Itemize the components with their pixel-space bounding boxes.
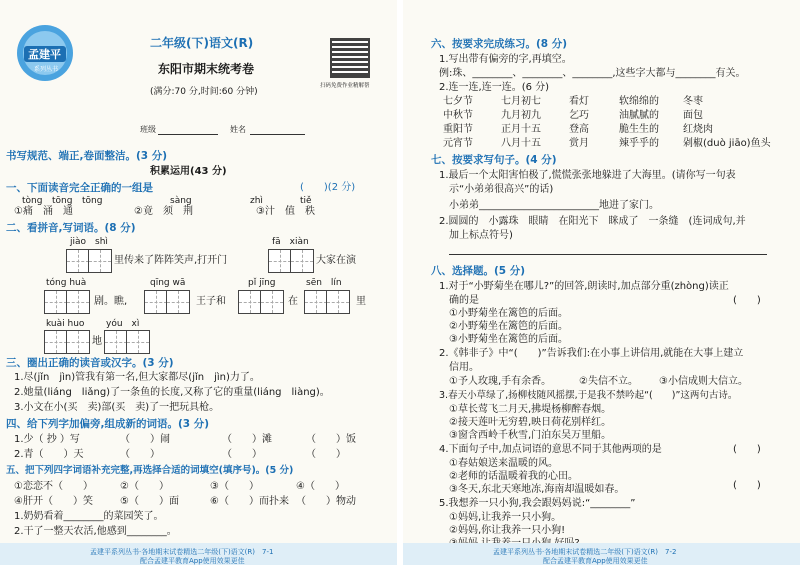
q5-cell-2-1[interactable]: ④肝开（ ）笑 [14, 496, 93, 507]
writing-instruction: 书写规范、端正,卷面整洁。(3 分) [6, 150, 168, 162]
q2-pinyin-senlin: sēn lín [306, 278, 342, 288]
q1-pinyin-6: tiě [300, 196, 312, 206]
q1-option-1[interactable]: ①痛 涌 通 [14, 206, 73, 217]
q2-pinyin-qingwa: qīng wā [150, 278, 186, 288]
q3-item-2[interactable]: 2.她量(liáng liǎng)了一条鱼的长度,又称了它的重量(liáng liàng)。 [14, 387, 330, 398]
q2-text-3: 剧。瞧, [94, 296, 128, 307]
q2-pinyin-faxian: fā xiàn [272, 237, 309, 247]
q2-text-7: 地 [92, 336, 102, 347]
q8-q4-opt-1[interactable]: ①春姑娘送来温暖的风。 [449, 458, 558, 469]
q8-q2-opt-1[interactable]: ①予人玫瑰,手有余香。 [449, 376, 552, 387]
class-label: 班级 [140, 125, 156, 134]
q8-q3: 3.春天小草绿了,扬柳枝随风摇摆,于是我不禁吟起“( )”这两句古诗。 [439, 390, 738, 401]
q5-cell-2-3[interactable]: ⑥（ ）而扑来 [210, 496, 289, 507]
q8-q1-opt-1[interactable]: ①小野菊坐在篱笆的后面。 [449, 308, 568, 319]
q7-answer-line[interactable] [449, 244, 767, 255]
q2-pinyin-tonghua: tóng huà [46, 278, 87, 288]
q8-q4-opt-3[interactable]: ③冬天,东北天寒地冻,海南却温暖如春。 [449, 484, 625, 495]
q8-q3-opt-2[interactable]: ②接天莲叶无穷碧,映日荷花别样红。 [449, 417, 612, 428]
q5-item-2[interactable]: 2.干了一整天农活,他感到________。 [14, 526, 177, 537]
match-c1-r2[interactable]: 中秋节 [443, 110, 473, 121]
q4-cell-1-3[interactable]: （ ）滩 [222, 434, 272, 445]
q8-q3-opt-3[interactable]: ③窗含西岭千秋雪,门泊东吴万里船。 [449, 430, 612, 441]
q6-title: 六、按要求完成练习。(8 分) [431, 38, 568, 50]
q8-q3-opt-1[interactable]: ①草长莺飞二月天,拂堤杨柳醉春烟。 [449, 404, 612, 415]
q2-text-4: 王子和 [196, 296, 226, 307]
match-c4-r3[interactable]: 脆生生的 [619, 124, 659, 135]
q8-q2-opt-2[interactable]: ②失信不立。 [579, 376, 638, 387]
q7-part-1-answer[interactable]: 小弟弟________________________地进了家门。 [449, 200, 659, 211]
right-footer-text: 孟建平系列丛书·各地期末试卷精选二年级(下)语文(R) 7-2 [493, 548, 677, 556]
q2-text-1: 里传来了阵阵笑声,打开门 [114, 255, 228, 266]
q8-q5-opt-1[interactable]: ①妈妈,让我养一只小狗。 [449, 512, 562, 523]
q8-q1-opt-3[interactable]: ③小野菊坐在篱笆的后面。 [449, 334, 568, 345]
q5-cell-1-4[interactable]: ④（ ） [296, 481, 345, 492]
q1-pinyin-2: tōng [52, 196, 73, 206]
q8-q5-paren[interactable]: ( ) [733, 480, 761, 491]
q1-option-2[interactable]: ②竟 须 荆 [134, 206, 193, 217]
left-footer [0, 543, 397, 565]
q8-title: 八、选择题。(5 分) [431, 265, 526, 277]
match-c4-r2[interactable]: 油腻腻的 [619, 110, 659, 121]
q3-title: 三、圈出正确的读音或汉字。(3 分) [6, 357, 174, 369]
q1-pinyin-3: tōng [82, 196, 103, 206]
q2-text-2: 大家在演 [316, 255, 356, 266]
q8-q2-cont: 信用。 [449, 362, 479, 373]
match-c3-r1[interactable]: 看灯 [569, 96, 589, 107]
q7-part-1-cont: 示“小弟弟很高兴”的话) [449, 184, 554, 195]
q2-box-3b[interactable] [66, 290, 90, 314]
q5-cell-1-3[interactable]: ③（ ） [210, 481, 259, 492]
class-field[interactable] [158, 124, 218, 135]
q5-cell-2-2[interactable]: ⑤（ ）面 [120, 496, 179, 507]
q5-cell-1-1[interactable]: ①恋恋不（ ） [14, 481, 93, 492]
grade-title: 二年级(下)语文(R) [150, 36, 254, 50]
q7-part-2: 2.圆圆的 小露珠 眼睛 在阳光下 眯成了 一条缝 (连词成句,并 [439, 216, 746, 227]
q4-cell-2-4[interactable]: （ ） [306, 449, 346, 460]
q2-pinyin-pijing: pǐ jīng [248, 278, 276, 288]
q1-pinyin-5: zhì [250, 196, 263, 206]
q2-box-3a[interactable] [44, 290, 68, 314]
q2-box-1a[interactable] [66, 249, 90, 273]
left-page [0, 0, 397, 565]
q8-q5-opt-2[interactable]: ②妈妈,你让我养一只小狗! [449, 525, 566, 536]
q3-item-3[interactable]: 3.小文在小(买 卖)部(买 卖)了一把玩具枪。 [14, 402, 220, 413]
q1-pinyin-4: sàng [170, 196, 192, 206]
q6-part-1-blanks[interactable]: 例:珠、________、________、________,这些字大都与________有关。 [439, 68, 746, 79]
exam-title: 东阳市期末统考卷 [158, 62, 255, 76]
q2-box-8a[interactable] [104, 330, 128, 354]
right-page [403, 0, 800, 565]
match-c1-r1[interactable]: 七夕节 [443, 96, 473, 107]
q1-paren: ( )(2 分) [300, 182, 356, 193]
q4-cell-1-4[interactable]: （ ）饭 [306, 434, 356, 445]
q4-cell-2-1[interactable]: 2.青（ ）天 [14, 449, 84, 460]
q4-cell-2-3[interactable]: （ ） [222, 449, 262, 460]
qr-caption: 扫码免费作业精解帮 [320, 83, 370, 89]
match-c5-r3[interactable]: 红烧肉 [683, 124, 713, 135]
name-label: 姓名 [230, 125, 246, 134]
q8-q1-paren[interactable]: ( ) [733, 295, 761, 306]
q2-box-2b[interactable] [290, 249, 314, 273]
q4-cell-1-2[interactable]: （ ）闹 [120, 434, 170, 445]
q5-title: 五、把下列四字词语补充完整,再选择合适的词填空(填序号)。(5 分) [6, 465, 294, 476]
q2-box-5b[interactable] [260, 290, 284, 314]
q8-q1: 1.对于“小野菊坐在哪儿?”的回答,朗读时,加点部分重(zhòng)读正 [439, 281, 729, 292]
left-footer-app: 配合孟建平教育App使用效果更佳 [140, 557, 245, 565]
q8-q1-opt-2[interactable]: ②小野菊坐在篱笆的后面。 [449, 321, 568, 332]
q5-cell-1-2[interactable]: ②（ ） [120, 481, 169, 492]
match-c2-r1[interactable]: 七月初七 [501, 96, 541, 107]
q2-box-8b[interactable] [126, 330, 150, 354]
q2-box-1b[interactable] [88, 249, 112, 273]
q8-q5: 5.我想养一只小狗,我会跟妈妈说:“________” [439, 498, 636, 509]
match-c4-r1[interactable]: 软绵绵的 [619, 96, 659, 107]
q8-q2-opt-3[interactable]: ③小信成则大信立。 [659, 376, 748, 387]
q7-title: 七、按要求写句子。(4 分) [431, 154, 557, 166]
match-c1-r3[interactable]: 重阳节 [443, 124, 473, 135]
publisher-logo [10, 18, 80, 88]
q3-item-1[interactable]: 1.尽(jǐn jìn)管我有第一名,但大家都尽(jǐn jìn)力了。 [14, 372, 260, 383]
q2-pinyin-kuaihuo: kuài huo [46, 319, 85, 329]
match-c1-r4[interactable]: 元宵节 [443, 138, 473, 149]
q6-part-1: 1.写出带有偏旁的字,再填空。 [439, 54, 572, 65]
match-c5-r4[interactable]: 剁椒(duò jiāo)鱼头 [683, 138, 771, 149]
logo-subtext: 系列丛书 [34, 66, 59, 73]
q2-box-6a[interactable] [304, 290, 328, 314]
q1-title: 一、下面读音完全正确的一组是 [6, 182, 153, 194]
q8-q4-opt-2[interactable]: ②老师的话温暖着我的心田。 [449, 471, 578, 482]
q4-title: 四、给下列字加偏旁,组成新的词语。(3 分) [6, 418, 210, 430]
q8-q2: 2.《韩非子》中“( )”告诉我们:在小事上讲信用,就能在大事上建立 [439, 348, 744, 359]
match-c5-r2[interactable]: 面包 [683, 110, 703, 121]
q8-q1-cont: 确的是 [449, 295, 479, 306]
left-footer-text: 孟建平系列丛书·各地期末试卷精选二年级(下)语文(R) 7-1 [90, 548, 274, 556]
accumulation-title: 积累运用(43 分) [150, 166, 227, 177]
match-c5-r1[interactable]: 冬枣 [683, 96, 703, 107]
q2-box-2a[interactable] [268, 249, 292, 273]
q2-box-7b[interactable] [66, 330, 90, 354]
match-c3-r4[interactable]: 赏月 [569, 138, 589, 149]
name-field[interactable] [250, 124, 305, 135]
q2-text-6: 里 [356, 296, 366, 307]
right-footer [403, 543, 800, 565]
q4-cell-1-1[interactable]: 1.少（ 抄 ）写 [14, 434, 80, 445]
q2-pinyin-jiaoshi: jiào shì [70, 237, 108, 247]
match-c2-r3[interactable]: 正月十五 [501, 124, 541, 135]
q8-q4-paren[interactable]: ( ) [733, 444, 761, 455]
q7-part-1: 1.最后一个太阳害怕极了,慌慌张张地躲进了大海里。(请你写一句表 [439, 170, 736, 181]
q1-pinyin-1: tòng [22, 196, 43, 206]
right-footer-app: 配合孟建平教育App使用效果更佳 [543, 557, 648, 565]
q2-box-7a[interactable] [44, 330, 68, 354]
logo-text: 孟建平 [28, 48, 61, 61]
q2-box-5a[interactable] [238, 290, 262, 314]
q2-pinyin-youxi: yóu xì [106, 319, 140, 329]
q5-cell-2-4[interactable]: （ ）物动 [296, 496, 356, 507]
match-c2-r4[interactable]: 八月十五 [501, 138, 541, 149]
match-c3-r2[interactable]: 乞巧 [569, 110, 589, 121]
q2-text-5: 在 [288, 296, 298, 307]
q2-box-4b[interactable] [166, 290, 190, 314]
q2-box-6b[interactable] [326, 290, 350, 314]
q1-option-3[interactable]: ③汁 值 秩 [256, 206, 315, 217]
match-c3-r3[interactable]: 登高 [569, 124, 589, 135]
q2-box-4a[interactable] [144, 290, 168, 314]
q7-part-2-cont: 加上标点符号) [449, 230, 513, 241]
q5-item-1[interactable]: 1.奶奶看着________的菜园笑了。 [14, 511, 164, 522]
match-c4-r4[interactable]: 辣乎乎的 [619, 138, 659, 149]
q8-q4: 4.下面句子中,加点词语的意思不同于其他两项的是 [439, 444, 662, 455]
score-info: (满分:70 分,时间:60 分钟) [150, 87, 258, 97]
q6-part-2: 2.连一连,连一连。(6 分) [439, 82, 550, 93]
qr-code-icon [330, 38, 370, 78]
q2-title: 二、看拼音,写词语。(8 分) [6, 222, 136, 234]
match-c2-r2[interactable]: 九月初九 [501, 110, 541, 121]
q4-cell-2-2[interactable]: （ ） [120, 449, 160, 460]
